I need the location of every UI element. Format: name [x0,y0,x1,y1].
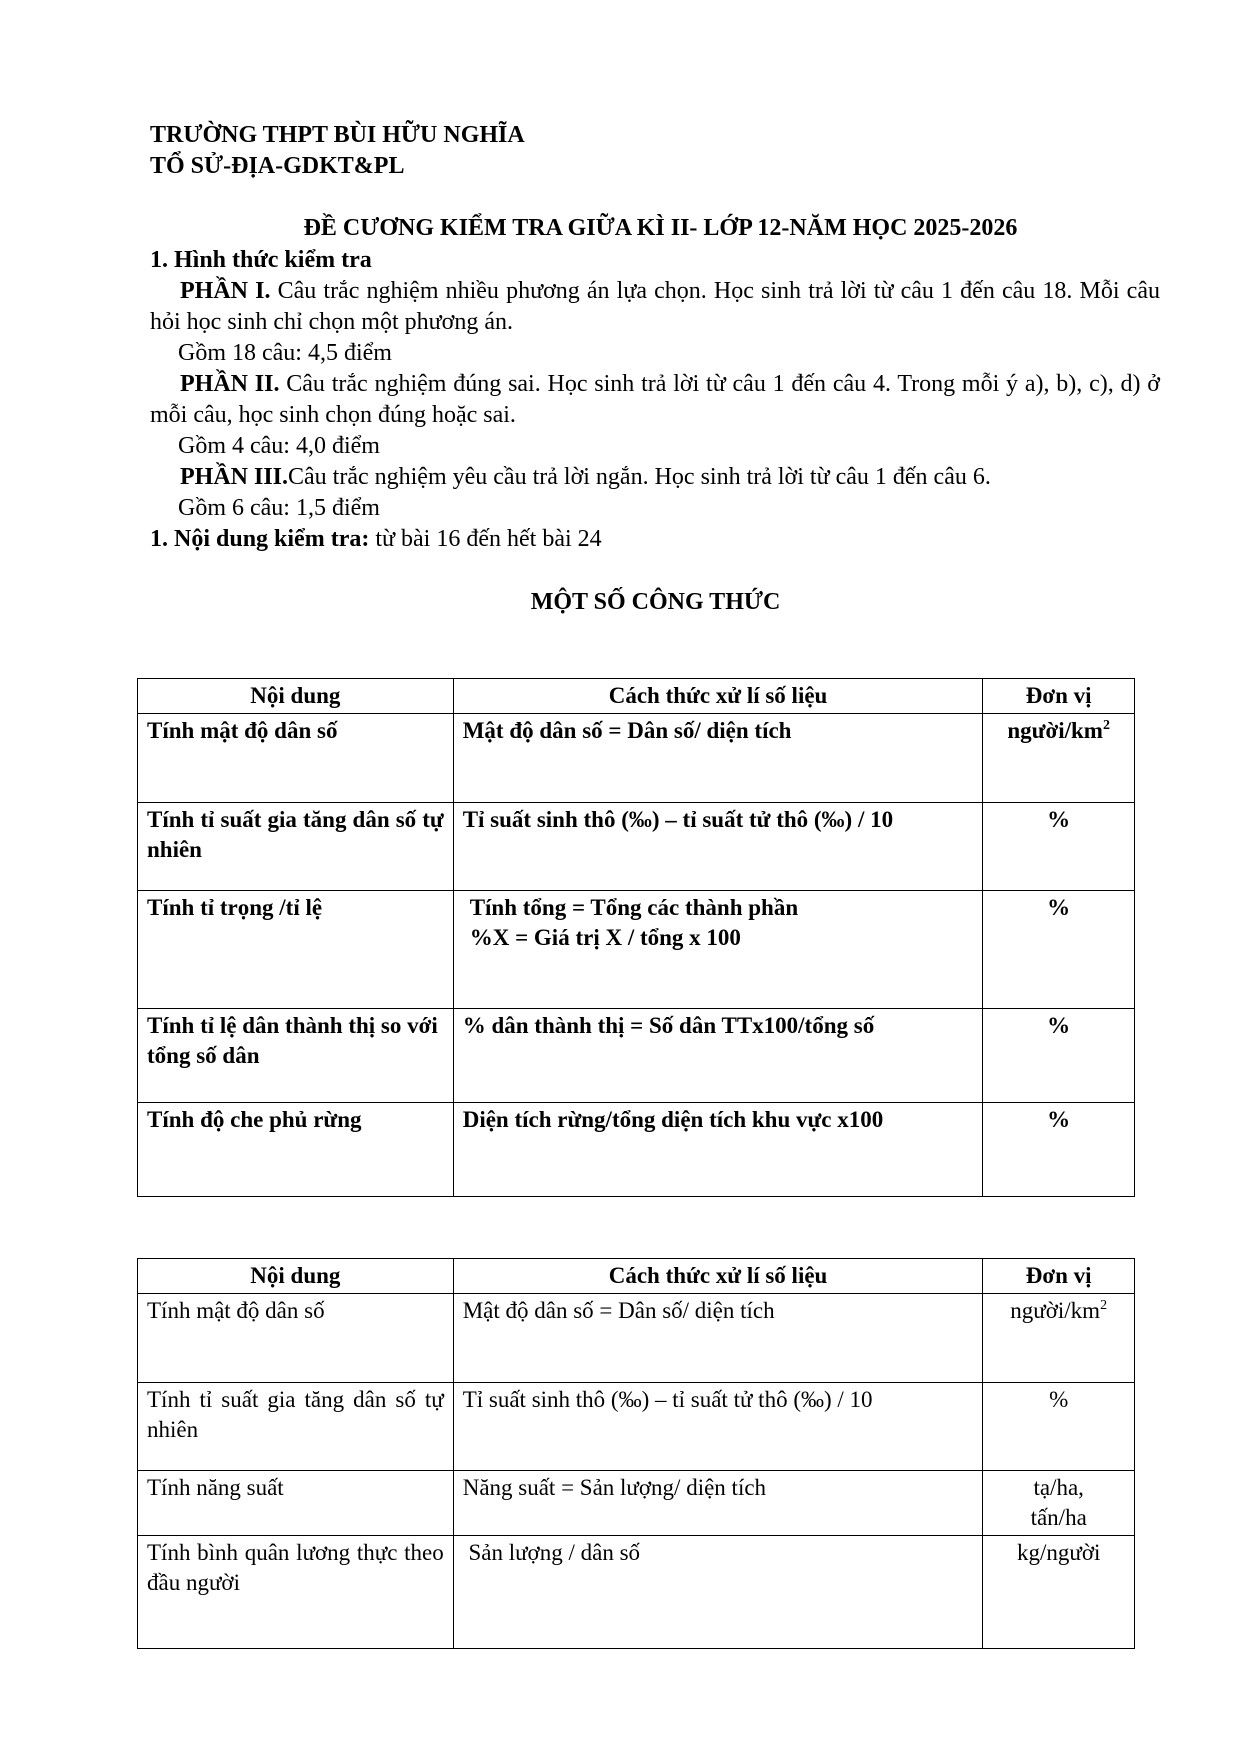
row-method: Mật độ dân số = Dân số/ diện tích [453,714,983,803]
row-content: Tính tỉ suất gia tăng dân số tự nhiên [138,803,454,891]
row-unit: % [983,1103,1135,1197]
unit-text: người/km [1007,718,1103,743]
row-unit: kg/người [983,1536,1135,1649]
row-content: Tính tỉ suất gia tăng dân số tự nhiên [138,1383,454,1471]
row-method: Tỉ suất sinh thô (‰) – tỉ suất tử thô (‰) / 10 [453,803,983,891]
header-content: Nội dung [138,1259,454,1294]
part2-text: Câu trắc nghiệm đúng sai. Học sinh trả lời từ câu 1 đến câu 4. Trong mỗi ý a), b), c), d) ở mỗi câu, học sinh chọn đúng hoặc sai. [150,371,1161,428]
part3-label: PHẦN III. [180,464,289,490]
row-unit [983,1471,1135,1536]
header-unit: Đơn vị [983,679,1135,714]
formulas-table-bold [137,678,1135,1197]
part2-label: PHẦN II. [180,371,280,397]
exam-content-line [150,524,1160,555]
document-header [150,120,525,182]
row-unit: % [983,803,1135,891]
formulas-table-regular [137,1258,1135,1649]
row-method: Tỉ suất sinh thô (‰) – tỉ suất tử thô (‰) / 10 [453,1383,983,1471]
header-unit: Đơn vị [983,1259,1135,1294]
table-row [138,803,1135,891]
method-line-1: Tính tổng = Tổng các thành phần [469,895,799,920]
row-content: Tính năng suất [138,1471,454,1536]
row-content: Tính mật độ dân số [138,1294,454,1383]
school-name: TRƯỜNG THPT BÙI HỮU NGHĨA [150,122,525,148]
part1-count: Gồm 18 câu: 4,5 điểm [178,340,392,366]
row-method: Năng suất = Sản lượng/ diện tích [453,1471,983,1536]
table-row [138,1536,1135,1649]
table-header-row [138,1259,1135,1294]
unit-text: người/km [1010,1298,1101,1323]
part1-label: PHẦN I. [180,278,271,304]
table-row [138,1294,1135,1383]
exam-content-text: từ bài 16 đến hết bài 24 [369,526,602,552]
row-unit: % [983,1009,1135,1103]
header-method: Cách thức xử lí số liệu [453,679,983,714]
row-method: Diện tích rừng/tổng diện tích khu vực x100 [453,1103,983,1197]
part3-description [150,462,1160,493]
header-content: Nội dung [138,679,454,714]
part2-description [150,369,1160,431]
row-unit: % [983,891,1135,1009]
formulas-heading: MỘT SỐ CÔNG THỨC [530,589,781,615]
header-method: Cách thức xử lí số liệu [453,1259,983,1294]
section-heading-content: 1. Nội dung kiểm tra: [150,526,370,552]
table-row [138,1103,1135,1197]
row-content: Tính độ che phủ rừng [138,1103,454,1197]
part1-text: Câu trắc nghiệm nhiều phương án lựa chọn. Học sinh trả lời từ câu 1 đến câu 18. Mỗi câu hỏi học sinh chỉ chọn một phương án. [150,278,1160,335]
row-method [453,891,983,1009]
unit-superscript: 2 [1102,718,1110,733]
table-row [138,891,1135,1009]
row-unit: % [983,1383,1135,1471]
row-content: Tính tỉ lệ dân thành thị so với tổng số dân [138,1009,454,1103]
row-method: Mật độ dân số = Dân số/ diện tích [453,1294,983,1383]
unit-line-2: tấn/ha [1030,1505,1087,1530]
part1-description [150,276,1160,338]
department-name: TỔ SỬ-ĐỊA-GDKT&PL [150,153,405,179]
table-header-row [138,679,1135,714]
method-line-2: %X = Giá trị X / tổng x 100 [469,925,741,950]
document-title: ĐỀ CƯƠNG KIỂM TRA GIỮA KÌ II- LỚP 12-NĂM HỌC 2025-2026 [303,215,1018,241]
part3-text: Câu trắc nghiệm yêu cầu trả lời ngắn. Học sinh trả lời từ câu 1 đến câu 6. [288,464,991,490]
section-heading-format: 1. Hình thức kiểm tra [150,247,372,273]
row-method: % dân thành thị = Số dân TTx100/tổng số [453,1009,983,1103]
table-row [138,1471,1135,1536]
row-content: Tính bình quân lương thực theo đầu người [138,1536,454,1649]
row-unit [983,1294,1135,1383]
part2-count: Gồm 4 câu: 4,0 điểm [178,433,380,459]
table-row [138,1009,1135,1103]
row-content: Tính tỉ trọng /tỉ lệ [138,891,454,1009]
unit-superscript: 2 [1100,1298,1108,1313]
table-row [138,1383,1135,1471]
exam-format-section [150,245,1160,555]
part3-count: Gồm 6 câu: 1,5 điểm [178,495,380,521]
row-unit [983,714,1135,803]
row-method: Sản lượng / dân số [453,1536,983,1649]
table-row [138,714,1135,803]
row-content: Tính mật độ dân số [138,714,454,803]
unit-line-1: tạ/ha, [1033,1475,1084,1500]
